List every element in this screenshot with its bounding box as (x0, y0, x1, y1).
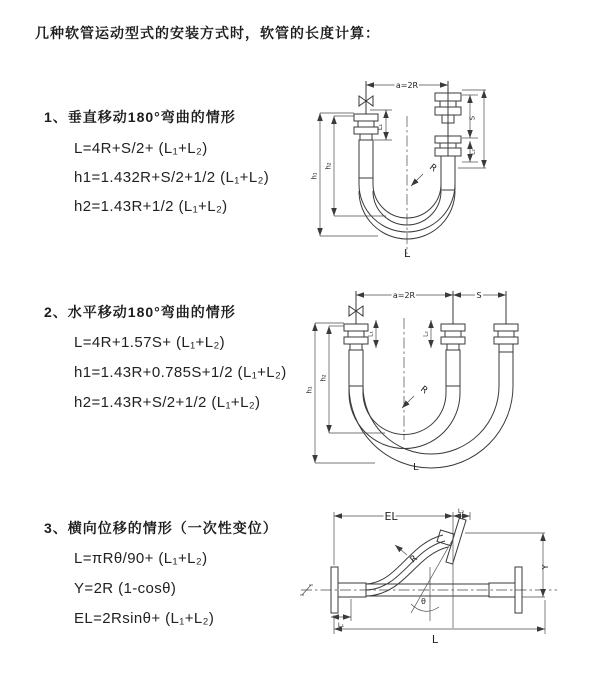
braided-hose-right (441, 156, 455, 190)
u-bend-position-2 (349, 352, 513, 468)
dim-label-a2r: a=2R (395, 81, 419, 90)
dim-label-y: Y (541, 564, 550, 570)
dimension-right-outer (458, 90, 486, 168)
dim-label-h1: h₁ (310, 172, 319, 180)
angle-theta (411, 597, 439, 611)
dimension-l2 (453, 507, 470, 520)
braided-hose-middle (446, 350, 460, 386)
dim-label-l: L (413, 462, 419, 473)
dimension-s (462, 95, 478, 138)
dim-label-s: S (476, 291, 482, 300)
dimension-y (465, 533, 550, 597)
dim-label-l1: L₁ (367, 331, 375, 337)
dim-label-s: S (468, 115, 477, 121)
dim-label-l2: L₂ (469, 149, 477, 155)
radius-leader (411, 162, 438, 186)
formula-h2: h2=1.43R+S/2+1/2 (L₁+L₂) (74, 394, 261, 411)
angle-label-theta: θ (421, 597, 426, 606)
diagram-horizontal-180-bend (303, 278, 548, 473)
u-bend-position-1 (349, 386, 460, 449)
dim-label-l: L (404, 247, 411, 260)
braided-hose-left (359, 140, 373, 178)
section-3-heading: 3、横向位移的情形（一次性变位） (44, 520, 278, 536)
middle-flange (441, 324, 465, 350)
braided-hose-left (349, 350, 363, 386)
radius-leader (395, 545, 420, 565)
formula-h2: h2=1.43R+1/2 (L₁+L₂) (74, 198, 228, 215)
formula-h1: h1=1.43R+0.785S+1/2 (L₁+L₂) (74, 364, 287, 381)
dim-label-r: R (418, 384, 430, 397)
dimension-l2 (462, 141, 478, 162)
dim-label-a2r: a=2R (392, 291, 416, 300)
dimension-h1 (311, 113, 379, 236)
flange-displaced (432, 514, 466, 564)
dim-label-l: L (431, 633, 439, 646)
formula-l: L=4R+S/2+ (L₁+L₂) (74, 140, 208, 157)
dim-label-h2: h₂ (324, 162, 333, 170)
dim-label-r: R (408, 553, 420, 566)
diagram-lateral-displacement (293, 503, 565, 648)
dimension-l2 (423, 320, 432, 348)
diagram-vertical-180-bend (308, 68, 530, 263)
radius-leader (402, 384, 429, 408)
right-flange (494, 324, 518, 352)
dim-label-l2: L₂ (422, 331, 430, 337)
dimension-h2 (320, 326, 386, 433)
page-title: 几种软管运动型式的安装方式时，软管的长度计算： (35, 25, 380, 41)
dimension-a2r (366, 81, 448, 90)
left-flange (354, 114, 378, 140)
dimension-l (334, 600, 545, 646)
formula-el: EL=2Rsinθ+ (L₁+L₂) (74, 610, 215, 627)
dim-label-r: R (427, 162, 439, 175)
dim-label-h1: h₁ (305, 386, 314, 394)
dim-label-h2: h₂ (319, 374, 328, 382)
hose-displaced-curve (366, 535, 448, 596)
dimension-a2r (356, 291, 453, 300)
dimension-s (453, 291, 506, 300)
dim-label-l1: L₁ (337, 621, 345, 629)
dim-label-el: EL (384, 510, 398, 523)
section-2-heading: 2、水平移动180°弯曲的情形 (44, 304, 236, 320)
section-1-heading: 1、垂直移动180°弯曲的情形 (44, 109, 236, 125)
dim-label-l2: L₂ (457, 507, 465, 515)
formula-h1: h1=1.432R+S/2+1/2 (L₁+L₂) (74, 169, 270, 186)
formula-l: L=πRθ/90+ (L₁+L₂) (74, 550, 208, 567)
construction-diagonal (408, 539, 453, 613)
formula-l: L=4R+1.57S+ (L₁+L₂) (74, 334, 226, 351)
dimension-l1 (368, 320, 377, 348)
formula-y: Y=2R (1-cosθ) (74, 580, 177, 597)
left-flange (344, 324, 368, 350)
dim-label-l1: L₁ (376, 123, 384, 131)
